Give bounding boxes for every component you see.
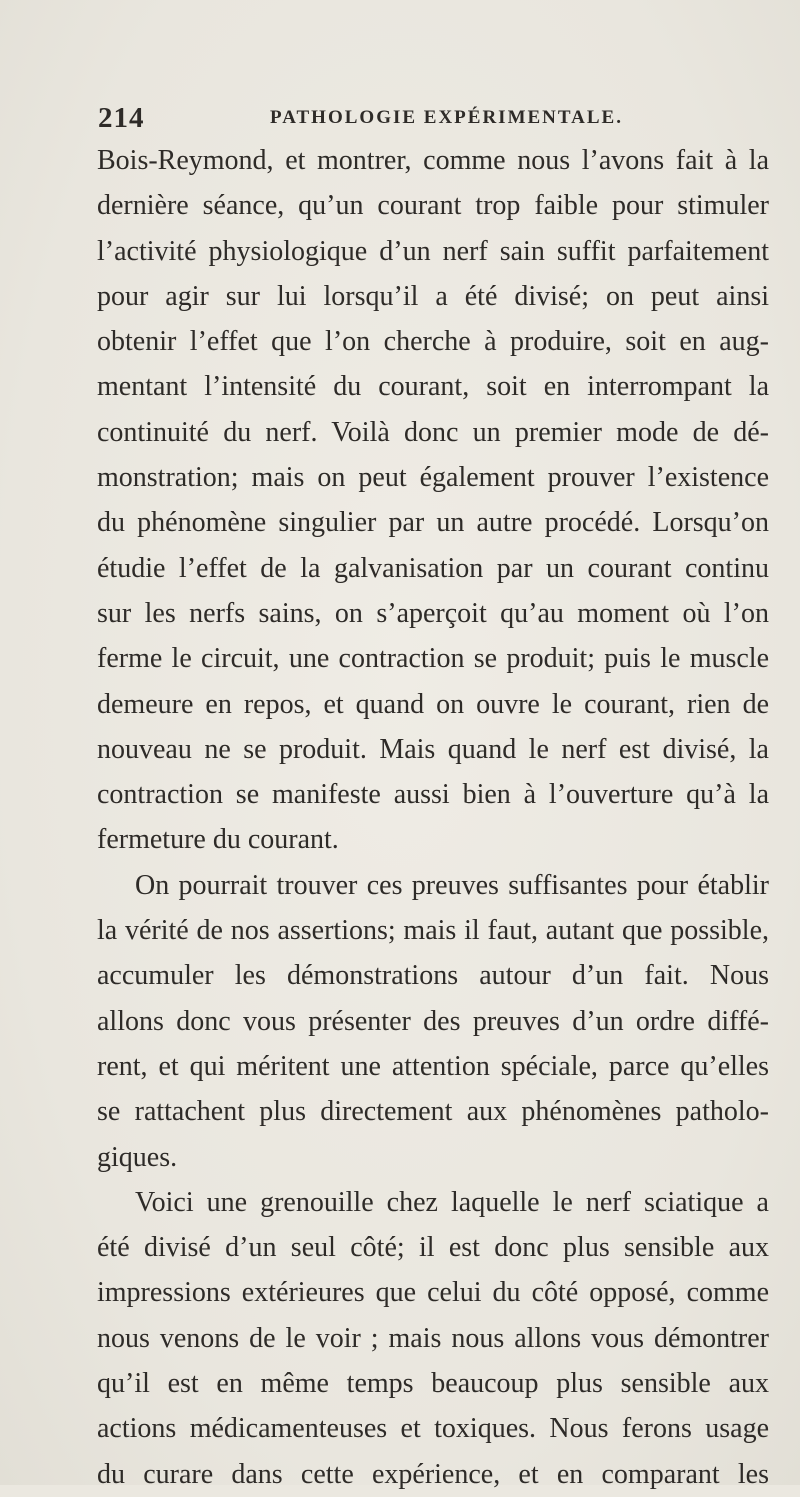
text-line: ferme le circuit, une contraction se produit; puis le muscle	[97, 643, 769, 675]
text-line: sur les nerfs sains, on s’aperçoit qu’au moment où l’on	[97, 597, 769, 629]
running-title: PATHOLOGIE EXPÉRIMENTALE.	[270, 107, 623, 128]
paragraph-first-line: On pourrait trouver ces preuves suffisantes pour établir	[135, 869, 769, 901]
page-header	[98, 98, 758, 138]
text-line: continuité du nerf. Voilà donc un premier mode de dé-	[97, 416, 769, 448]
text-line: demeure en repos, et quand on ouvre le courant, rien de	[97, 688, 769, 720]
text-line: qu’il est en même temps beaucoup plus sensible aux	[97, 1368, 769, 1400]
text-line: nouveau ne se produit. Mais quand le nerf est divisé, la	[97, 733, 769, 765]
text-line: obtenir l’effet que l’on cherche à produire, soit en aug-	[97, 326, 769, 358]
text-line: rent, et qui méritent une attention spéciale, parce qu’elles	[97, 1050, 769, 1082]
text-line: Bois-Reymond, et montrer, comme nous l’avons fait à la	[97, 145, 769, 176]
text-line: l’activité physiologique d’un nerf sain suffit parfaitement	[97, 235, 769, 267]
text-line: mentant l’intensité du courant, soit en interrompant la	[97, 371, 769, 403]
text-line: contraction se manifeste aussi bien à l’ouverture qu’à la	[97, 779, 769, 811]
text-line: la vérité de nos assertions; mais il faut, autant que possible,	[97, 915, 769, 947]
text-line: étudie l’effet de la galvanisation par un courant continu	[97, 552, 769, 584]
text-line: impressions extérieures que celui du côté opposé, comme	[97, 1277, 769, 1309]
paragraph-end-line: giques.	[97, 1141, 178, 1173]
text-line: du curare dans cette expérience, et en comparant les	[97, 1458, 769, 1490]
text-line: été divisé d’un seul côté; il est donc plus sensible aux	[97, 1232, 769, 1264]
body-text	[97, 138, 769, 1497]
text-line: monstration; mais on peut également prouver l’existence	[97, 462, 769, 494]
page-number: 214	[98, 102, 145, 134]
text-line: dernière séance, qu’un courant trop faible pour stimuler	[97, 190, 769, 222]
text-line: du phénomène singulier par un autre procédé. Lorsqu’on	[97, 507, 769, 539]
text-line: pour agir sur lui lorsqu’il a été divisé; on peut ainsi	[97, 280, 769, 312]
text-line: allons donc vous présenter des preuves d’un ordre diffé-	[97, 1005, 769, 1037]
paragraph-first-line: Voici une grenouille chez laquelle le nerf sciatique a	[135, 1186, 769, 1218]
text-line: accumuler les démonstrations autour d’un fait. Nous	[97, 960, 769, 992]
paragraph-end-line: fermeture du courant.	[97, 824, 339, 856]
text-line: actions médicamenteuses et toxiques. Nous ferons usage	[97, 1413, 769, 1445]
text-line: nous venons de le voir ; mais nous allons vous démontrer	[97, 1322, 769, 1354]
text-line: se rattachent plus directement aux phénomènes patholo-	[97, 1096, 769, 1128]
